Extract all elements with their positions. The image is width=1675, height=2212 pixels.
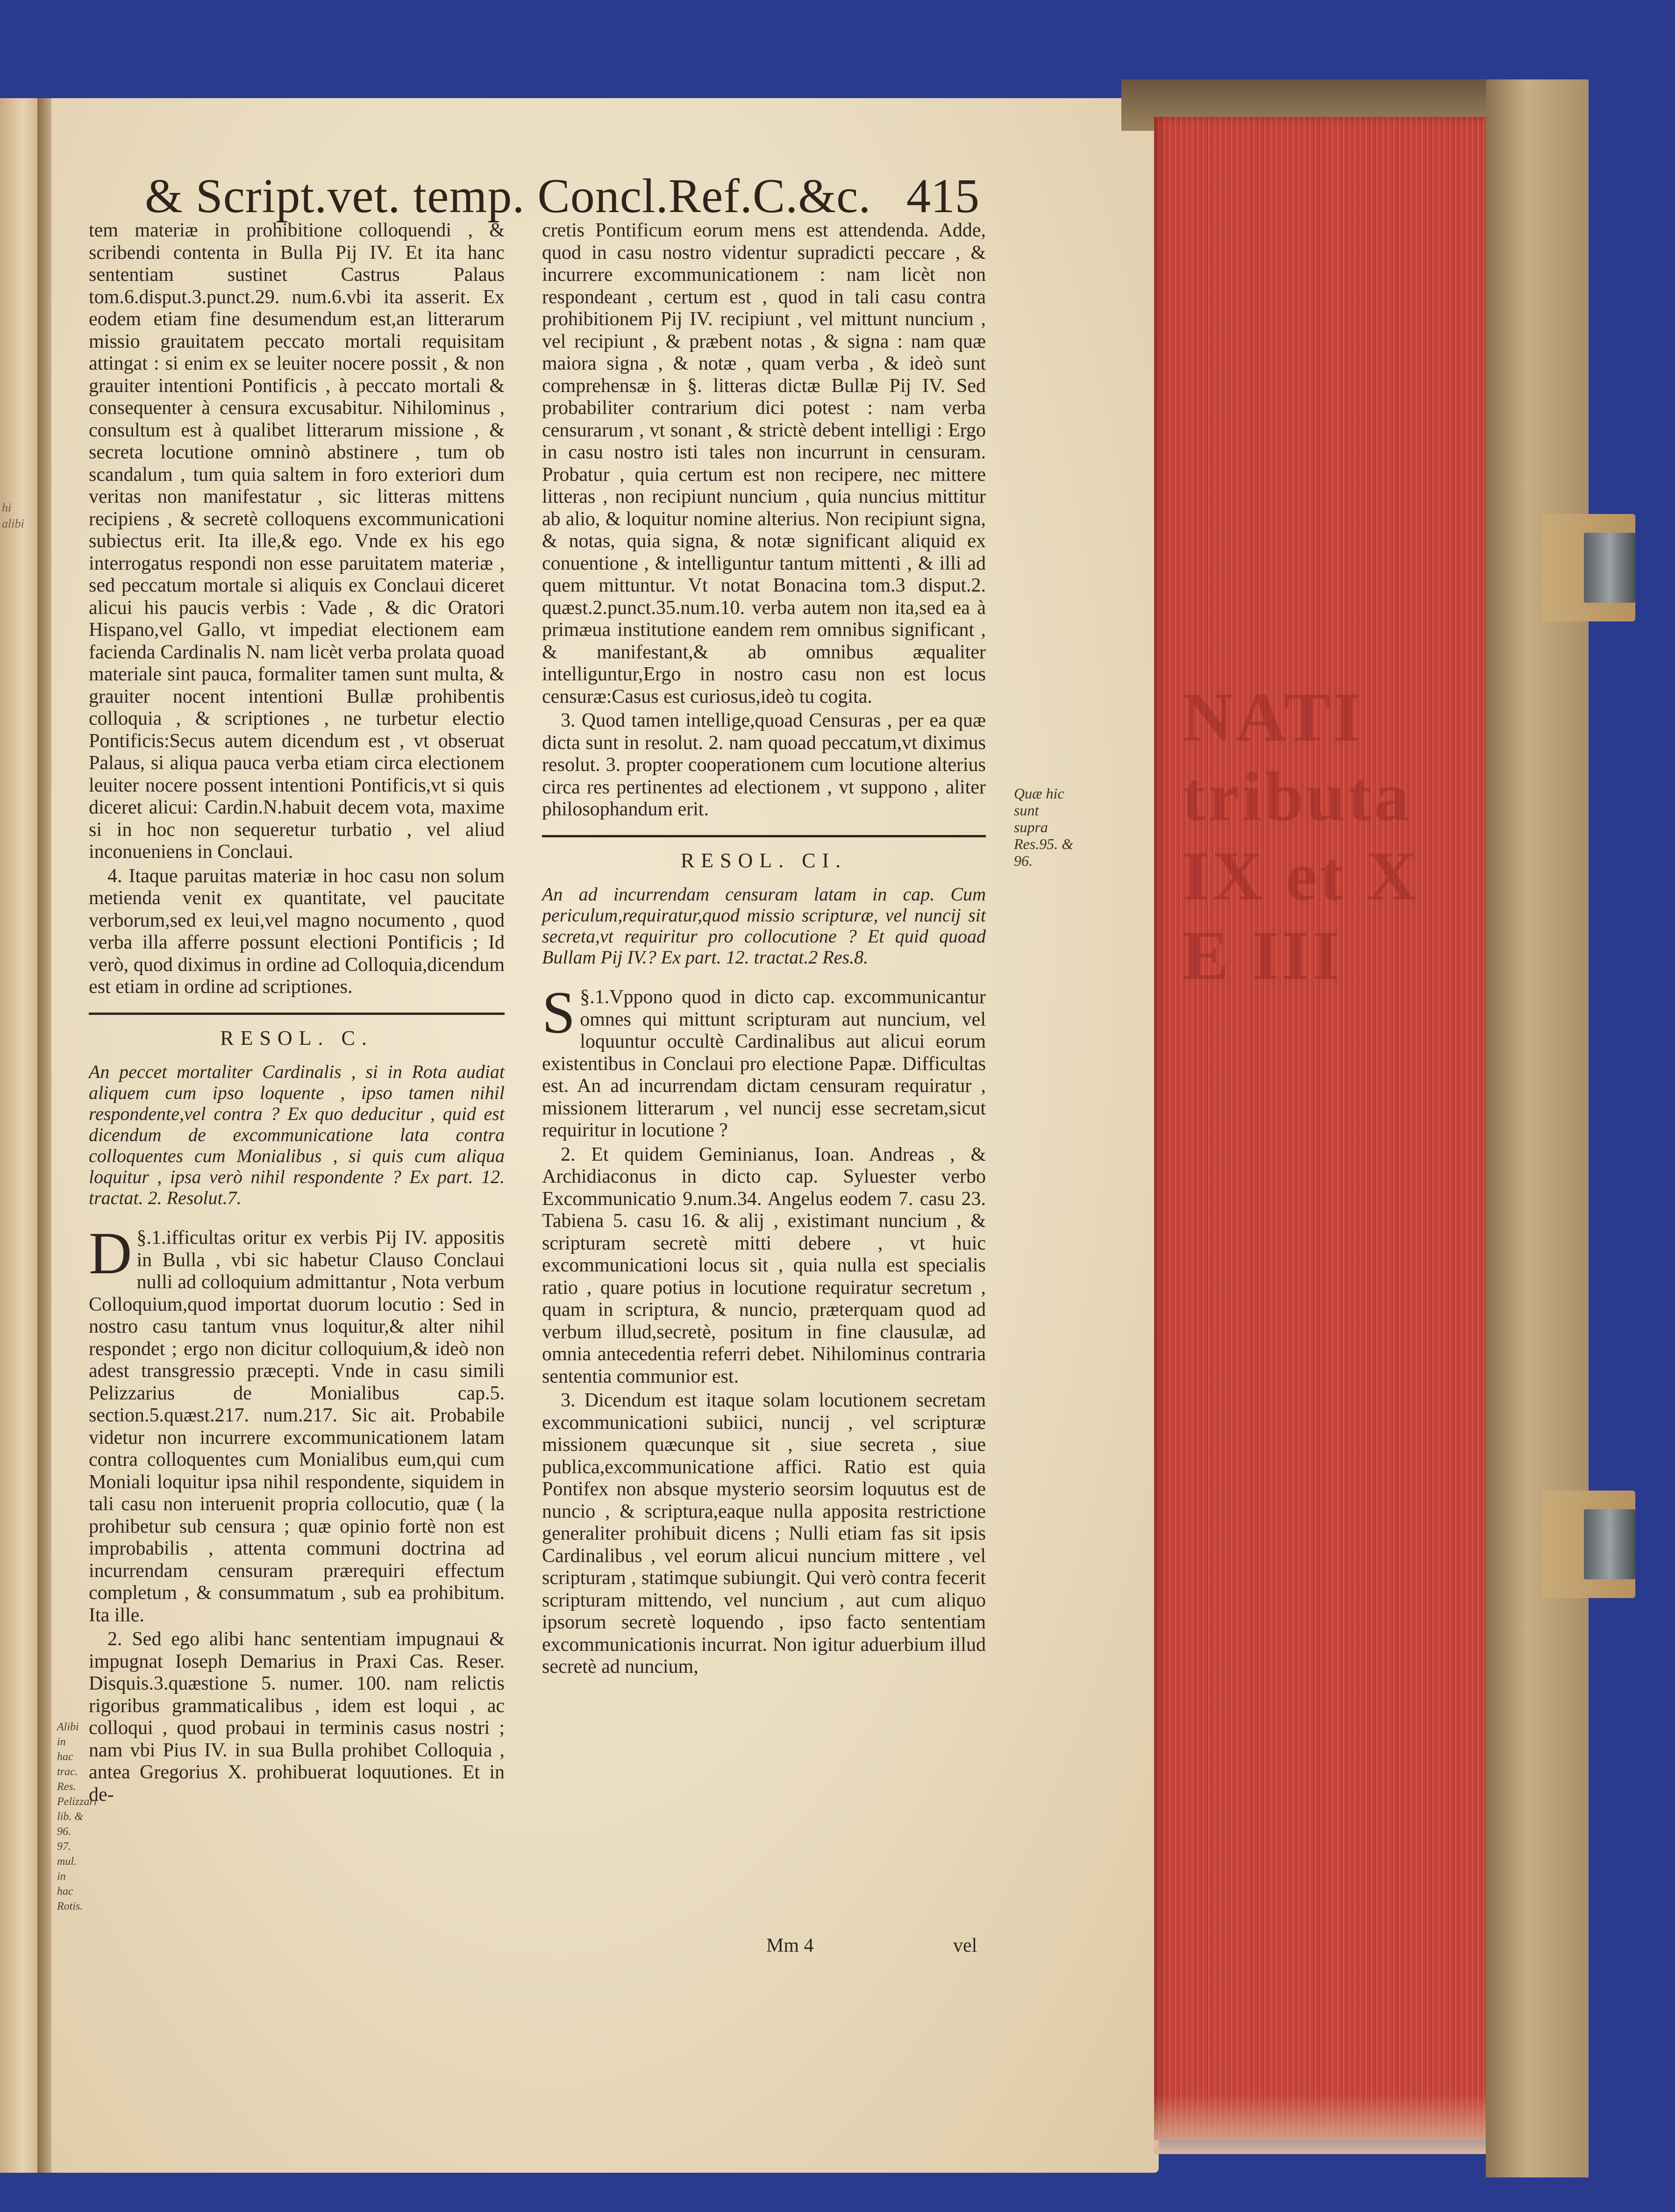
margin-note-line: 96. [1014, 852, 1033, 869]
margin-note-line: hac trac. [57, 1751, 78, 1778]
paragraph: 4. Itaque paruitas materiæ in hoc casu non solum metienda venit ex quantitate, vel paucitate verborum,sed ex leui,vel magno nocumento , quod verba illa afferre possunt electioni Pontificis ; Id verò, quod diximus in ordine ad Colloquia,dicendum est etiam in ordine ad scriptiones. [89, 865, 505, 998]
margin-note-line: 96. 97. [57, 1826, 71, 1853]
margin-note-line: lib. & [57, 1811, 84, 1823]
paragraph-body: ifficultas oritur ex verbis Pij IV. appositis in Bulla , vbi sic habetur Clauso Conclaui nulli ad colloquium admittantur , Nota verbum Colloquium,quod importat duorum locutio : Sed in nostro casu tantum vnus loquitur,& alter nihil respondet ; ergo non dicitur colloquium,& ideò non adest transgressio præcepti. Vnde in casu simili Pelizzarius de Monialibus cap.5. section.5.quæst.217. num.217. Sic ait. Probabile videtur non incurrere excommunicationem latam contra colloquentes cum Monialibus eum,qui cum Moniali loquitur ipsa nihil respondente, siquidem in tali casu non interuenit propria collocutio, quæ ( la prohibetur sub censura ; quæ opinio fortè non est improbabilis , attenta communi doctrina ad incurrendam censuram prærequiri effectum completum , & consummatum , sub ea prohibitum. Ita ille. [89, 1227, 505, 1626]
page-number: 415 [906, 169, 979, 223]
prev-note-line: hi alibi [2, 501, 24, 530]
resolution-question: An ad incurrendam censuram latam in cap. Cum periculum,requiratur,quod missio scripturæ, vel nuncij sit secreta,vt requiritur pro collocutione ? Et quid quoad Bullam Pij IV.? Ex part. 12. tractat.2 Res.8. [542, 884, 986, 968]
margin-note-line: Alibi in [57, 1721, 79, 1748]
margin-note-line: Pelizzari [57, 1796, 97, 1808]
resolution-title: RESOL. CI. [680, 849, 848, 872]
margin-note-line: Rotis. [57, 1900, 83, 1912]
paragraph: 2. Sed ego alibi hanc sententiam impugnaui & impugnat Ioseph Demarius in Praxi Cas. Reser. Disquis.3.quæstione 5. numer. 100. nam relictis rigoribus grammaticalibus , idem est loqui , ac colloqui , quod probaui in terminis casus nostri ; nam vbi Pius IV. in sua Bulla prohibet Colloquia , antea Gregorius X. prohibuerat loquutiones. Et in de- [89, 1628, 505, 1805]
stamp-line: NATI [1182, 678, 1363, 756]
previous-page-margin-notes [2, 500, 35, 532]
paragraph: tem materiæ in prohibitione colloquendi , & scribendi contenta in Bulla Pij IV. Et ita hanc sententiam sustinet Castrus Palaus tom.6.disput.3.punct.29. num.6.vbi ita asserit. Ex eodem etiam fine desumendum est,an litterarum missio grauitatem peccato mortali requisitam attingat : si enim ex se leuiter nocere possit , & non grauiter intentioni Pontificis , à peccato mortali & consequenter à censura excusabitur. Nihilominus , consultum est à qualibet litterarum missione , & secreta locutione omninò abstinere , tum ob scandalum , tum quia saltem in foro exteriori dum veritas non manifestatur , sic litteras mittens recipiens , & secretè colloquens excommunicationi subiectus erit. Ita ille,& ego. Vnde ex his ego interrogatus respondi non esse paruitatem materiæ , sed peccatum mortale si aliquis ex Conclaui diceret alicui his paucis verbis : Vade , & dic Oratori Hispano,vel Gallo, vt impediat electionem eam facienda Cardinalis N. nam licèt verba prolata quoad materiale sint pauca, formaliter tamen sunt multa, & grauiter nocent intentioni Bullæ prohibentis colloquia , & scriptiones , ne turbetur electio Pontificis:Secus autem dicendum est , vt obseruat Palaus, si aliqua pauca verba etiam circa electionem leuiter nocere possent intentioni Pontificis,vt si quis diceret alicui: Cardin.N.habuit decem vota, maxime si in hoc non sequeretur turbatio , vel aliud inconueniens in Conclaui. [89, 220, 505, 863]
margin-note-line: Res. [57, 1781, 76, 1793]
right-margin-note [1014, 785, 1075, 869]
margin-note-line: Quæ hic [1014, 785, 1064, 802]
right-column [542, 220, 986, 1680]
book-clasp-lower [1542, 1491, 1635, 1598]
stamp-line: tributa [1182, 758, 1412, 835]
paragraph-body: Vppono quod in dicto cap. excommunicantur omnes qui mittunt scripturam aut nuncium, vel loquuntur occultè Cardinalibus aut alicui eorum existentibus in Conclaui pro electione Papæ. Difficultas est. An ad incurrendam dictam censuram requiratur , missionem litterarum , vel nuncij esse secretam,sicut requiritur in locutione ? [542, 986, 986, 1141]
paragraph: 2. Et quidem Geminianus, Ioan. Andreas , & Archidiaconus in dicto cap. Syluester verbo Excommunicatio 9.num.34. Angelus eodem 7. casu 23. Tabiena 5. casu 16. & alij , existimant nuncium , & scripturam secretè mitti debere , vt huic excommunicationi locus sit , quia nulla est specialis ratio , quare potius in locutione requiratur secretum , quam in scriptura, & nuncio, præterquam quod ad verbum illud,secretè, positum in fine clausulæ, ad omnia antecedentia referri debet. Nihilominus contraria sententia communior est. [542, 1143, 986, 1387]
paragraph: 3. Dicendum est itaque solam locutionem secretam excommunicationi subiici, nuncij , vel scripturæ missionem quæcunque sit , siue secreta , siue publica,excommunicatione affici. Ratio est quia Pontifex non absque mysterio seorsim loquutus est de nuncio , & scriptura,eaque nulla apposita restrictione generaliter prohibuit dicens ; Nulli etiam fas sit ipsis Cardinalibus , vel eorum alicui nuncium mittere , vel scripturam , statimque subiungit. Qui verò contra fecerit scripturam mittendo, vel nuncium , aut cum aliquo ipsorum secretè loquendo , ipso facto sententiam excommunicationis incurrat. Non igitur aduerbium illud secretè ad nuncium, [542, 1390, 986, 1677]
paragraph: cretis Pontificum eorum mens est attendenda. Adde, quod in casu nostro videntur supradicti peccare , & incurrere excommunicationem : nam licèt non respondeant , certum est , quod in tali casu contra prohibitionem Pij IV. recipiunt , vel mittunt nuncium , vel recipiunt , & præbent notas , & signa : nam quæ maiora signa , & notæ , quam verba , & ideò sunt comprehensæ in §. litteras dictæ Bullæ Pij IV. Sed probabiliter contrarium dici potest : nam verba censurarum , vt sonant , & strictè debent intelligi : Ergo in casu nostro isti tales non incurrunt in censuram. Probatur , quia certum est non recipere, nec mittere litteras , non recipiunt nuncium , quia nuncius mittitur ab alio, & loquitur nomine alterius. Non recipiunt signa, & notas, quia signa, & notæ significant aliquid ex conuentione , & intelliguntur tantum mittenti , & illi ad quem mittuntur. Vt notat Bonacina tom.3 disput.2. quæst.2.punct.35.num.10. verba autem non ita,sed ea à primæua institutione eandem rem omnibus significant , & manifestant,& ab omnibus æqualiter intelliguntur,Ergo in nostro casu non est locus censuræ:Casus est curiosus,ideò tu cogita. [542, 220, 986, 707]
resolution-title: RESOL. C. [220, 1026, 373, 1049]
clasp-metal [1584, 533, 1635, 603]
binding-cover [1486, 79, 1589, 2177]
running-title: & Script.vet. temp. Concl.Ref.C.&c. [145, 169, 871, 223]
drop-capital: S [542, 979, 576, 1046]
paragraph: 3. Quod tamen intellige,quoad Censuras , per ea quæ dicta sunt in resolut. 2. nam quoad peccatum,vt diximus resolut. 3. propter cooperationem cum locutione alterius circa res pertinentes ad electionem , vt suppono , aliter philosophandum erit. [542, 710, 986, 820]
resolution-question: An peccet mortaliter Cardinalis , si in Rota audiat aliquem cum ipso loquente , ipso tamen nihil respondente,vel contra ? Ex quo deducitur , quid est dicendum de excommunicatione lata contra colloquentes cum Monialibus , si quis cum aliqua loquitur , ipsa verò nihil respondente ? Ex part. 12. tractat. 2. Resolut.7. [89, 1061, 505, 1208]
stamp-line: E III [1182, 917, 1342, 994]
left-column [89, 220, 505, 1808]
section-mark: §.1. [580, 986, 610, 1008]
section-mark: §.1. [136, 1227, 166, 1249]
margin-note-line: Res.95. & [1014, 835, 1074, 852]
previous-page-edge [0, 98, 37, 2173]
catchword: vel [953, 1935, 977, 1956]
book-clasp-upper [1542, 514, 1635, 621]
section-rule [89, 1013, 505, 1015]
red-page-edges [1154, 117, 1490, 2140]
spine-stamp [1182, 678, 1425, 1014]
margin-note-line: sunt supra [1014, 802, 1048, 835]
section-rule [542, 835, 986, 837]
clasp-metal [1584, 1509, 1635, 1579]
drop-capital: D [89, 1220, 132, 1286]
stamp-line: IX et X [1182, 837, 1420, 915]
signature-mark: Mm 4 [766, 1935, 814, 1956]
margin-note-line: hac [57, 1885, 73, 1898]
left-margin-note [57, 1720, 97, 1914]
page-edges-bottom [1154, 2093, 1490, 2154]
margin-note-line: mul. in [57, 1855, 77, 1883]
